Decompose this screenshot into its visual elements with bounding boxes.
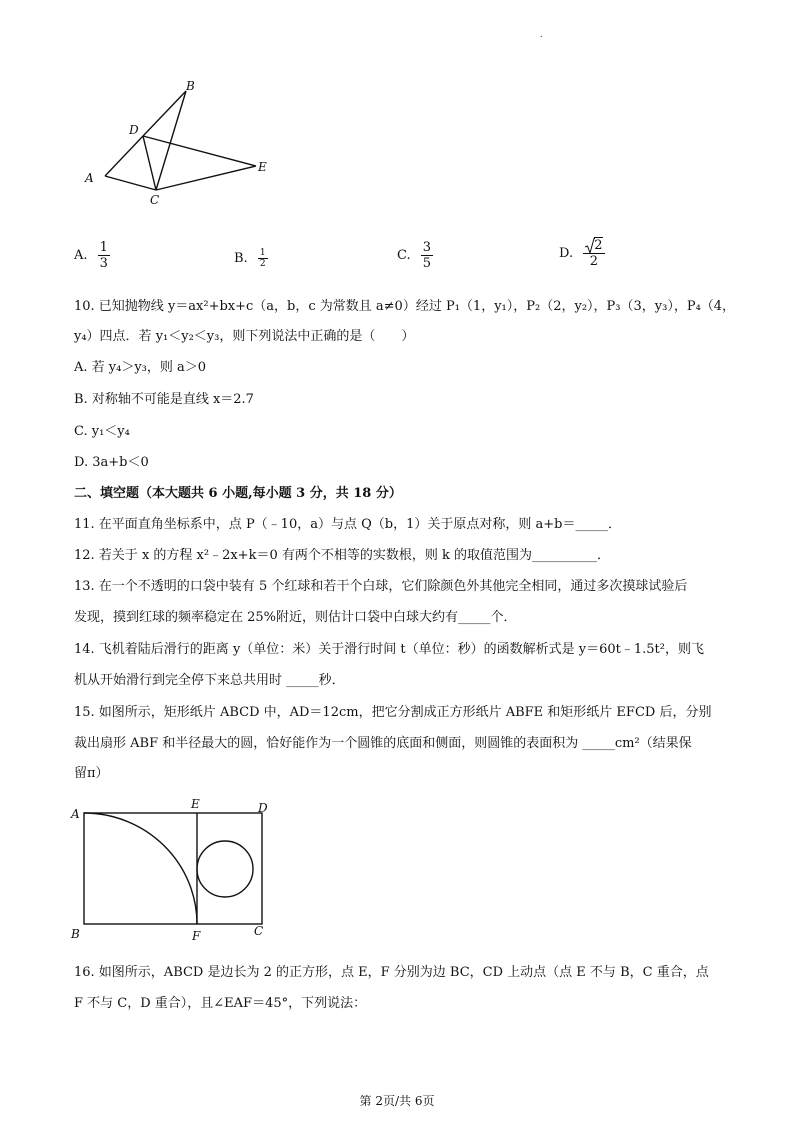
- q16-line1: 16. 如图所示，ABCD 是边长为 2 的正方形，点 E，F 分别为边 BC，CD 上动点（点 E 不与 B，C 重合，点: [74, 965, 709, 980]
- fig1-label-a: A: [85, 171, 94, 185]
- q15-line2: 裁出扇形 ABF 和半径最大的圆，恰好能作为一个圆锥的底面和侧面，则圆锥的表面积为 _____cm²（结果保: [74, 736, 692, 751]
- fraction: $\frac{1}{2}$: [259, 248, 266, 269]
- rectangle-figure: [66, 796, 276, 944]
- fig1-label-b: B: [186, 79, 195, 93]
- fraction: $\frac{2}{2}$: [583, 238, 604, 269]
- q12: 12. 若关于 x 的方程 x²﹣2x+k＝0 有两个不相等的实数根，则 k 的取值范围为__________．: [74, 548, 610, 563]
- q15-line3: 留π）: [74, 766, 109, 781]
- fraction: $\frac{3}{5}$: [422, 240, 432, 271]
- q15-line1: 15. 如图所示，矩形纸片 ABCD 中，AD＝12cm，把它分割成正方形纸片 ABFE 和矩形纸片 EFCD 后，分别: [74, 705, 712, 720]
- q14-line1: 14. 飞机着陆后滑行的距离 y（单位：米）关于滑行时间 t（单位：秒）的函数解析式是 y＝60t﹣1.5t²，则飞: [74, 642, 704, 657]
- q14-line2: 机从开始滑行到完全停下来总共用时 _____秒．: [74, 673, 345, 688]
- fraction: $\frac{1}{3}$: [99, 240, 108, 271]
- q9-option-b: B. $\frac{1}{2}$: [234, 248, 266, 269]
- fig2-label-a: A: [71, 807, 80, 821]
- fig1-label-d: D: [129, 123, 139, 137]
- section-2-title: 二、填空题（本大题共 6 小题,每小题 3 分，共 18 分）: [74, 486, 402, 501]
- page-footer: 第 2页/共 6页: [359, 1094, 435, 1108]
- q10-option-c: C. y₁＜y₄: [74, 424, 130, 439]
- q16-line2: F 不与 C，D 重合），且∠EAF＝45°，下列说法：: [74, 996, 367, 1011]
- triangle-figure: [80, 78, 280, 210]
- q9-option-a: A. $\frac{1}{3}$: [74, 240, 108, 271]
- top-mark: .: [540, 30, 543, 39]
- q10-option-b: B. 对称轴不可能是直线 x＝2.7: [74, 392, 254, 407]
- q10-line2: y₄）四点．若 y₁＜y₂＜y₃，则下列说法中正确的是（ ）: [74, 329, 415, 344]
- fig1-label-c: C: [150, 193, 160, 207]
- q10-option-a: A. 若 y₄＞y₃，则 a＞0: [74, 360, 207, 375]
- fig2-label-f: F: [192, 929, 201, 943]
- fig2-label-c: C: [254, 924, 264, 938]
- q10-line1: 10. 已知抛物线 y＝ax²+bx+c（a，b，c 为常数且 a≠0）经过 P₁（1，y₁），P₂（2，y₂），P₃（3，y₃），P₄（4，: [74, 299, 736, 314]
- fig2-label-d: D: [258, 801, 268, 815]
- fig1-label-e: E: [258, 160, 267, 174]
- q9-option-d: D. $\frac{2}{2}$: [559, 238, 603, 269]
- fig2-label-b: B: [71, 927, 80, 941]
- q13-line1: 13. 在一个不透明的口袋中装有 5 个红球和若干个白球，它们除颜色外其他完全相同，通过多次摸球试验后: [74, 579, 688, 594]
- fig2-label-e: E: [191, 797, 200, 811]
- q11: 11. 在平面直角坐标系中，点 P（﹣10，a）与点 Q（b，1）关于原点对称，则 a+b＝_____．: [74, 517, 621, 532]
- q13-line2: 发现，摸到红球的频率稳定在 25%附近，则估计口袋中白球大约有_____个．: [74, 610, 517, 625]
- q9-option-c: C. $\frac{3}{5}$: [397, 240, 432, 271]
- q10-option-d: D. 3a+b＜0: [74, 455, 149, 470]
- sqrt-symbol: 2: [585, 238, 602, 253]
